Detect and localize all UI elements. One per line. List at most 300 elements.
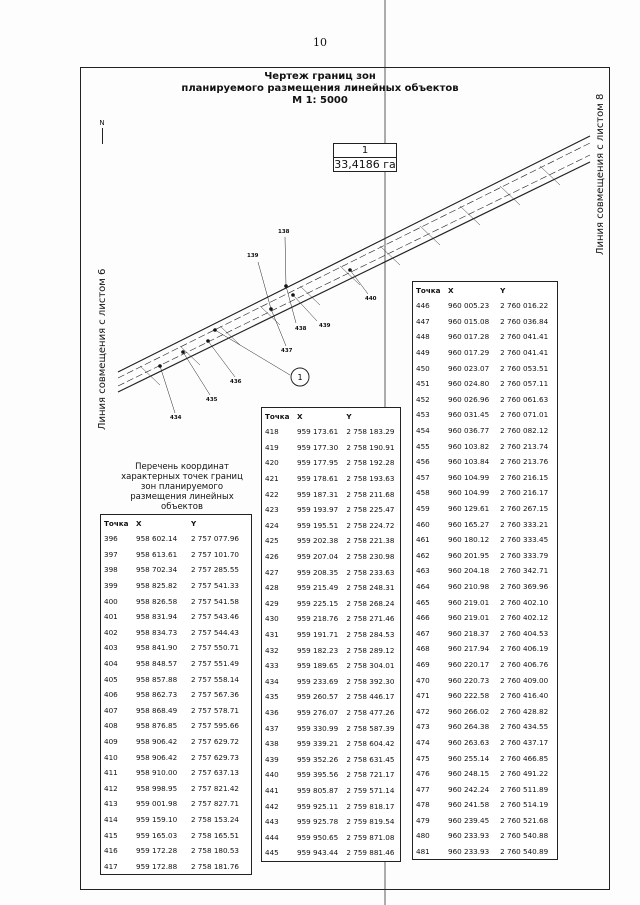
zone-marker-label: 1 [297,373,303,382]
x-cell: 959 943.44 [297,848,339,858]
point-cell: 409 [104,737,118,747]
header-y: Y [500,285,506,295]
y-cell: 2 760 406.76 [500,659,549,669]
point-cell: 421 [265,474,279,484]
table-row [101,593,252,609]
y-cell: 2 760 082.12 [500,426,549,436]
y-cell: 2 757 541.58 [190,596,239,606]
x-cell: 958 848.57 [136,659,178,669]
point-cell: 437 [265,723,279,733]
point-cell: 439 [265,754,279,764]
x-cell: 960 218.37 [448,628,490,638]
table-row [413,797,558,813]
table-row [101,687,252,703]
x-cell: 959 218.76 [297,614,339,624]
table-row [413,314,558,330]
y-cell: 2 757 551.49 [190,659,239,669]
table-row [413,766,558,782]
y-cell: 2 758 604.42 [346,739,395,749]
y-cell: 2 758 304.01 [346,661,395,671]
table-caption: Перечень координат характерных точек границ зон планируемого размещения линейных объектов [121,462,243,512]
header-y: Y [346,411,352,421]
point-cell: 403 [104,643,118,653]
x-cell: 960 233.93 [448,847,490,857]
x-cell: 960 220.17 [448,659,490,669]
table-row [101,703,252,719]
table-row [413,548,558,564]
x-cell: 960 248.15 [448,769,490,779]
y-cell: 2 758 233.63 [346,567,395,577]
x-cell: 960 026.96 [448,394,490,404]
table-row [101,718,252,734]
point-cell: 436 [265,707,279,717]
y-cell: 2 760 402.12 [500,613,549,623]
y-cell: 2 760 216.15 [500,472,549,482]
point-cell: 471 [416,691,430,701]
point-cell: 480 [416,831,430,841]
x-cell: 960 104.99 [448,488,490,498]
point-cell: 476 [416,769,430,779]
table-row [101,656,252,672]
x-cell: 958 702.34 [136,565,178,575]
y-cell: 2 757 578.71 [190,705,239,715]
table-row [262,642,401,658]
title-line-2: планируемого размещения линейных объектов [181,83,459,94]
x-cell: 960 217.94 [448,644,490,654]
point-cell: 462 [416,550,430,560]
x-cell: 958 613.61 [136,549,178,559]
table-row [413,844,558,860]
point-cell: 419 [265,442,279,452]
x-cell: 960 023.07 [448,363,490,373]
table-row [413,516,558,532]
y-cell: 2 758 190.91 [346,442,395,452]
x-cell: 958 826.58 [136,596,178,606]
table-header-row [413,282,558,299]
x-cell: 959 260.57 [297,692,339,702]
x-cell: 959 191.71 [297,630,339,640]
y-cell: 2 760 409.00 [500,675,549,685]
point-cell: 440 [265,770,279,780]
y-cell: 2 760 061.63 [500,394,549,404]
table-row [262,486,401,502]
point-cell: 449 [416,348,430,358]
x-cell: 959 925.78 [297,817,339,827]
y-cell: 2 760 267.15 [500,504,549,514]
header-x: X [448,285,454,295]
table-row [413,501,558,517]
table-row [262,533,401,549]
table-row [262,720,401,736]
table-row [413,641,558,657]
table-row [413,750,558,766]
sheet-link-left: Линия совмещения с листом 6 [97,268,108,430]
x-cell: 960 255.14 [448,753,490,763]
y-cell: 2 760 428.82 [500,706,549,716]
x-cell: 958 906.42 [136,752,178,762]
point-cell: 441 [265,785,279,795]
point-cell: 459 [416,504,430,514]
x-cell: 960 219.01 [448,613,490,623]
y-cell: 2 760 437.17 [500,737,549,747]
table-row [413,423,558,439]
point-cell: 477 [416,784,430,794]
x-cell: 960 015.08 [448,316,490,326]
point-cell: 422 [265,489,279,499]
area-id: 1 [361,145,369,156]
point-cell: 430 [265,614,279,624]
x-cell: 959 215.49 [297,583,339,593]
point-cell: 413 [104,799,118,809]
point-cell: 479 [416,815,430,825]
y-cell: 2 760 016.22 [500,301,549,311]
y-cell: 2 757 541.33 [190,581,239,591]
page-number: 10 [313,36,327,49]
table-row [413,438,558,454]
x-cell: 958 862.73 [136,690,178,700]
y-cell: 2 760 342.71 [500,566,549,576]
table-row [413,360,558,376]
point-cell: 432 [265,645,279,655]
x-cell: 959 330.99 [297,723,339,733]
point-label-139: 139 [247,253,259,259]
table-row [413,688,558,704]
x-cell: 958 834.73 [136,627,178,637]
table-row [413,657,558,673]
table-row [262,549,401,565]
table-row [262,814,401,830]
table-row [101,625,252,641]
point-cell: 415 [104,830,118,840]
table-row [413,703,558,719]
y-cell: 2 758 268.24 [346,598,395,608]
y-cell: 2 760 406.19 [500,644,549,654]
point-cell: 445 [265,848,279,858]
x-cell: 960 103.84 [448,457,490,467]
y-cell: 2 757 637.13 [190,768,239,778]
y-cell: 2 759 818.17 [346,801,395,811]
point-cell: 412 [104,783,118,793]
y-cell: 2 760 511.89 [500,784,549,794]
point-cell: 448 [416,332,430,342]
x-cell: 959 233.69 [297,676,339,686]
y-cell: 2 760 521.68 [500,815,549,825]
y-cell: 2 758 153.24 [190,814,239,824]
point-cell: 431 [265,630,279,640]
x-cell: 959 195.51 [297,520,339,530]
point-cell: 427 [265,567,279,577]
y-cell: 2 758 248.31 [346,583,395,593]
y-cell: 2 760 333.79 [500,550,549,560]
y-cell: 2 758 224.72 [346,520,395,530]
table-row [413,828,558,844]
y-cell: 2 760 041.41 [500,348,549,358]
y-cell: 2 758 221.38 [346,536,395,546]
x-cell: 959 925.11 [297,801,339,811]
y-cell: 2 760 540.89 [500,847,549,857]
table-row [101,765,252,781]
table-row [413,392,558,408]
point-label-439: 439 [319,323,331,329]
title-scale: М 1: 5000 [292,95,348,106]
table-row [413,329,558,345]
x-cell: 959 001.98 [136,799,178,809]
point-cell: 429 [265,598,279,608]
table-row [413,376,558,392]
y-cell: 2 760 369.96 [500,581,549,591]
x-cell: 958 910.00 [136,768,178,778]
y-cell: 2 760 491.22 [500,769,549,779]
y-cell: 2 760 540.88 [500,831,549,841]
table-row [262,674,401,690]
table-row [101,796,252,812]
x-cell: 960 024.80 [448,379,490,389]
x-cell: 959 159.10 [136,814,178,824]
point-cell: 423 [265,505,279,515]
point-cell: 407 [104,705,118,715]
table-row [101,578,252,594]
header-point: Точка [265,411,290,421]
y-cell: 2 759 871.08 [346,832,395,842]
table-row [262,829,401,845]
x-cell: 960 263.63 [448,737,490,747]
y-cell: 2 758 587.39 [346,723,395,733]
y-cell: 2 760 416.40 [500,691,549,701]
table-row [413,532,558,548]
point-cell: 414 [104,814,118,824]
y-cell: 2 760 404.53 [500,628,549,638]
point-label-138: 138 [278,229,290,235]
table-row [101,858,252,874]
table-row [262,751,401,767]
table-row [101,547,252,563]
point-cell: 472 [416,706,430,716]
y-cell: 2 757 629.73 [190,752,239,762]
point-cell: 466 [416,613,430,623]
point-cell: 401 [104,612,118,622]
point-cell: 399 [104,581,118,591]
x-cell: 959 395.56 [297,770,339,780]
y-cell: 2 760 216.17 [500,488,549,498]
north-letter: N [99,119,105,127]
area-value: 33,4186 га [334,158,396,171]
point-cell: 426 [265,552,279,562]
y-cell: 2 757 550.71 [190,643,239,653]
y-cell: 2 758 180.53 [190,846,239,856]
x-cell: 960 031.45 [448,410,490,420]
header-point: Точка [416,285,441,295]
x-cell: 959 187.31 [297,489,339,499]
point-cell: 404 [104,659,118,669]
table-row [262,705,401,721]
table-row [262,471,401,487]
table-row [413,298,558,314]
table-row [413,719,558,735]
area-box [333,143,397,172]
x-cell: 959 189.65 [297,661,339,671]
y-cell: 2 758 193.63 [346,474,395,484]
x-cell: 960 239.45 [448,815,490,825]
y-cell: 2 758 165.51 [190,830,239,840]
x-cell: 960 220.73 [448,675,490,685]
x-cell: 960 204.18 [448,566,490,576]
y-cell: 2 760 213.76 [500,457,549,467]
point-cell: 443 [265,817,279,827]
title-line-1: Чертеж границ зон [264,71,376,82]
point-cell: 465 [416,597,430,607]
point-cell: 438 [265,739,279,749]
table-row [413,345,558,361]
y-cell: 2 757 543.46 [190,612,239,622]
point-cell: 420 [265,458,279,468]
table-row [413,485,558,501]
point-cell: 454 [416,426,430,436]
y-cell: 2 759 881.46 [346,848,395,858]
table-row [413,672,558,688]
y-cell: 2 757 077.96 [190,534,239,544]
point-cell: 434 [265,676,279,686]
table-row [101,734,252,750]
y-cell: 2 757 827.71 [190,799,239,809]
y-cell: 2 760 333.45 [500,535,549,545]
point-cell: 425 [265,536,279,546]
x-cell: 959 172.88 [136,861,178,871]
x-cell: 959 178.61 [297,474,339,484]
point-cell: 416 [104,846,118,856]
y-cell: 2 757 544.43 [190,627,239,637]
point-cell: 398 [104,565,118,575]
point-cell: 446 [416,301,430,311]
x-cell: 959 339.21 [297,739,339,749]
y-cell: 2 757 285.55 [190,565,239,575]
x-cell: 959 202.38 [297,536,339,546]
y-cell: 2 758 271.46 [346,614,395,624]
point-cell: 424 [265,520,279,530]
x-cell: 958 868.49 [136,705,178,715]
point-cell: 457 [416,472,430,482]
table-row [262,502,401,518]
x-cell: 958 906.42 [136,737,178,747]
x-cell: 958 998.95 [136,783,178,793]
x-cell: 960 104.99 [448,472,490,482]
x-cell: 960 264.38 [448,722,490,732]
point-cell: 444 [265,832,279,842]
table-row [262,518,401,534]
y-cell: 2 758 211.68 [346,489,395,499]
y-cell: 2 760 333.21 [500,519,549,529]
x-cell: 958 602.14 [136,534,178,544]
table-row [413,813,558,829]
header-x: X [136,518,142,528]
table-row [101,781,252,797]
x-cell: 959 177.30 [297,442,339,452]
x-cell: 960 017.29 [448,348,490,358]
y-cell: 2 760 041.41 [500,332,549,342]
x-cell: 960 017.28 [448,332,490,342]
point-cell: 481 [416,847,430,857]
y-cell: 2 758 721.17 [346,770,395,780]
y-cell: 2 758 446.17 [346,692,395,702]
y-cell: 2 757 558.14 [190,674,239,684]
table-row [262,455,401,471]
point-cell: 435 [265,692,279,702]
point-cell: 475 [416,753,430,763]
table-row [101,749,252,765]
point-label-438: 438 [295,326,307,332]
point-label-436: 436 [230,379,242,385]
table-row [413,610,558,626]
coordinates-table-a [100,514,252,875]
x-cell: 959 207.04 [297,552,339,562]
table-row [262,767,401,783]
table-row [262,783,401,799]
x-cell: 960 201.95 [448,550,490,560]
y-cell: 2 757 101.70 [190,549,239,559]
x-cell: 959 805.87 [297,785,339,795]
x-cell: 959 193.97 [297,505,339,515]
point-cell: 451 [416,379,430,389]
y-cell: 2 758 392.30 [346,676,395,686]
point-cell: 474 [416,737,430,747]
table-row [262,798,401,814]
x-cell: 960 005.23 [448,301,490,311]
coordinates-table-c [412,281,558,860]
point-cell: 468 [416,644,430,654]
point-cell: 418 [265,427,279,437]
leader-lines [160,237,368,413]
table-row [262,424,401,440]
point-cell: 456 [416,457,430,467]
x-cell: 960 180.12 [448,535,490,545]
y-cell: 2 757 821.42 [190,783,239,793]
point-cell: 406 [104,690,118,700]
table-row [262,596,401,612]
table-row [262,658,401,674]
y-cell: 2 758 183.29 [346,427,395,437]
point-cell: 463 [416,566,430,576]
table-row [413,625,558,641]
x-cell: 960 036.77 [448,426,490,436]
table-row [262,440,401,456]
header-y: Y [190,518,197,528]
y-cell: 2 758 477.26 [346,707,395,717]
header-x: X [297,411,303,421]
y-cell: 2 760 036.84 [500,316,549,326]
x-cell: 959 172.28 [136,846,178,856]
table-row [101,531,252,547]
table-row [262,689,401,705]
table-row [262,736,401,752]
x-cell: 959 352.26 [297,754,339,764]
point-cell: 453 [416,410,430,420]
table-row [413,579,558,595]
y-cell: 2 759 571.14 [346,785,395,795]
coordinates-table-b [261,407,401,862]
point-cell: 467 [416,628,430,638]
point-label-440: 440 [365,296,377,302]
x-cell: 958 857.88 [136,674,178,684]
point-cell: 405 [104,674,118,684]
x-cell: 959 177.95 [297,458,339,468]
x-cell: 959 182.23 [297,645,339,655]
y-cell: 2 757 567.36 [190,690,239,700]
y-cell: 2 760 071.01 [500,410,549,420]
y-cell: 2 758 192.28 [346,458,395,468]
point-cell: 458 [416,488,430,498]
point-cell: 410 [104,752,118,762]
point-label-435: 435 [206,397,218,403]
table-row [262,845,401,861]
